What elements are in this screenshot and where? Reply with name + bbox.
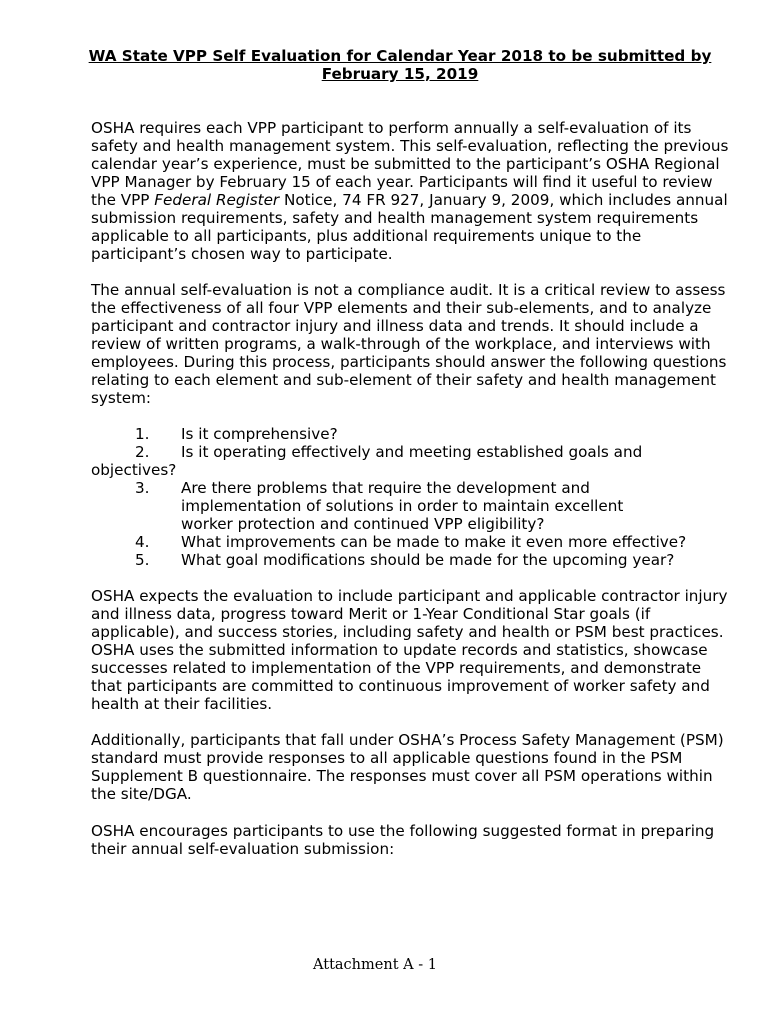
- intro-text-start: OSHA requires each VPP participant to perform annually a self-evaluation of its safety and health management system. This self-evaluation, reflecting the previous calendar year’s experience, must be submitted to the participant’s OSHA Regional VPP Manager by February 15 of each year. Participants will find it useful to review the VPP: [91, 119, 729, 209]
- list-item: [91, 425, 731, 443]
- page-title: [80, 47, 720, 83]
- list-item-number: 3.: [135, 479, 150, 497]
- list-item-number: 4.: [135, 533, 150, 551]
- list-item-text: What goal modifications should be made for the upcoming year?: [181, 551, 675, 569]
- list-item: [91, 533, 731, 551]
- evaluation-content-paragraph: OSHA expects the evaluation to include participant and applicable contractor injury and illness data, progress toward Merit or 1-Year Conditional Star goals (if applicable), and success stories, including safety and health or PSM best practices. OSHA uses the submitted information to update records and statistics, showcase successes related to implementation of the VPP requirements, and demonstrate that participants are committed to continuous improvement of worker safety and health at their facilities.: [91, 587, 728, 713]
- list-item: [91, 479, 731, 533]
- intro-paragraph: [91, 119, 731, 263]
- list-item: [91, 551, 731, 569]
- list-item-text: Are there problems that require the development and implementation of solutions in order to maintain excellent worker protection and continued VPP eligibility?: [181, 479, 624, 533]
- title-line-1: WA State VPP Self Evaluation for Calendar Year 2018 to be submitted by: [88, 47, 712, 65]
- list-item-number: 1.: [135, 425, 150, 443]
- intro-text-end: Notice, 74 FR 927, January 9, 2009, which includes annual submission requirements, safety and health management system requirements applicable to all participants, plus additional requirements unique to the participant’s chosen way to participate.: [91, 191, 728, 263]
- psm-paragraph: Additionally, participants that fall under OSHA’s Process Safety Management (PSM) standard must provide responses to all applicable questions found in the PSM Supplement B questionnaire. The responses must cover all PSM operations within the site/DGA.: [91, 731, 724, 803]
- format-paragraph: OSHA encourages participants to use the following suggested format in preparing their annual self-evaluation submission:: [91, 822, 715, 858]
- title-line-2: February 15, 2019: [321, 65, 479, 83]
- page-footer: Attachment A - 1: [313, 957, 437, 973]
- questions-list: [91, 425, 731, 569]
- list-item-number: 5.: [135, 551, 150, 569]
- self-evaluation-paragraph: The annual self-evaluation is not a compliance audit. It is a critical review to assess the effectiveness of all four VPP elements and their sub-elements, and to analyze participant and contractor injury and illness data and trends. It should include a review of written programs, a walk-through of the workplace, and interviews with employees. During this process, participants should answer the following questions relating to each element and sub-element of their safety and health management system:: [91, 281, 727, 407]
- list-item-text: Is it comprehensive?: [181, 425, 338, 443]
- list-item: [91, 443, 731, 479]
- list-item-text: Is it operating effectively and meeting established goals and objectives?: [91, 443, 643, 479]
- federal-register-italic: Federal Register: [154, 191, 280, 209]
- list-item-number: 2.: [135, 443, 150, 461]
- list-item-text: What improvements can be made to make it even more effective?: [181, 533, 687, 551]
